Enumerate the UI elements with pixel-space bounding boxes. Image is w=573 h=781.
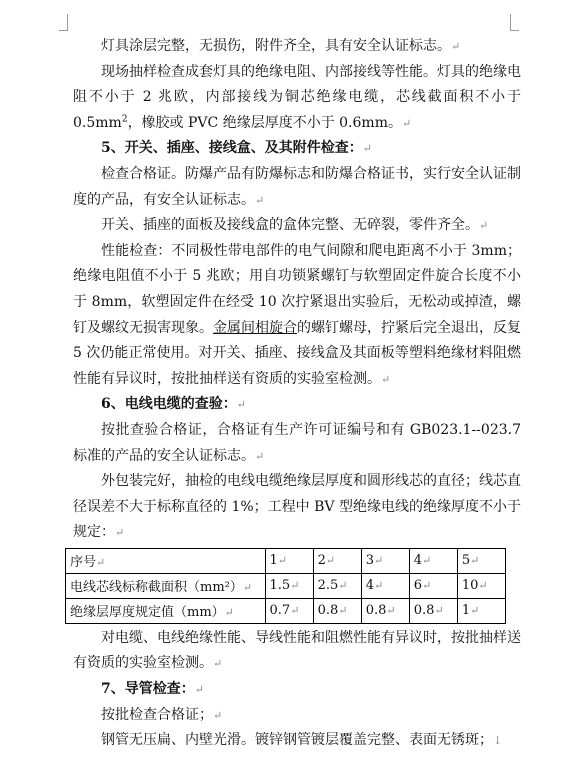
section-heading: 5、开关、插座、接线盒、及其附件检查：↵ — [101, 140, 372, 157]
superscript: 2 — [121, 114, 128, 125]
paragraph-mark-icon: ↵ — [381, 372, 391, 386]
table-cell[interactable]: 1↵ — [457, 598, 505, 623]
paragraph-mark-icon: ↵ — [401, 116, 412, 130]
paragraph: 按批检查合格证；↵ — [101, 706, 223, 723]
paragraph-mark-icon: ↵ — [255, 193, 265, 207]
insulation-thickness-table — [65, 548, 506, 624]
table-cell[interactable]: 6↵ — [409, 573, 457, 598]
paragraph: 按批查验合格证，合格证有生产许可证编号和有 GB023.1--023.7 标准的产品的安全认证标志。↵ — [73, 421, 521, 464]
table-cell[interactable]: 序号↵ — [66, 548, 266, 573]
cell-mark-icon: ↵ — [290, 604, 300, 618]
margin-corner-mark-left — [59, 14, 68, 31]
paragraph: 钢管无压扁、内壁光滑。镀锌钢管镀层覆盖完整、表面无锈斑；↓ — [101, 732, 503, 749]
table-cell[interactable]: 0.8↵ — [313, 598, 361, 623]
line-break-mark-icon: ↓ — [493, 734, 503, 748]
cell-mark-icon: ↵ — [386, 604, 396, 618]
paragraph-mark-icon: ↵ — [213, 708, 223, 722]
paragraph: 外包装完好，抽检的电线电缆绝缘层厚度和圆形线芯的直径；线芯直径误差不大于标称直径的 1%；工程中 BV 型绝缘电线的绝缘厚度不小于规定：↵ — [73, 473, 521, 541]
table-cell[interactable]: 2↵ — [313, 548, 361, 573]
paragraph-mark-icon: ↵ — [451, 40, 461, 53]
cell-mark-icon: ↵ — [96, 556, 106, 570]
paragraph-mark-icon: ↵ — [194, 683, 204, 697]
paragraph-mark-icon: ↵ — [479, 219, 489, 233]
paragraph: 现场抽样检查成套灯具的绝缘电阻、内部接线等性能。灯具的绝缘电阻不小于 2 兆欧，内部接线为铜芯绝缘电缆，芯线截面积不小于 $0.5mm^2$，橡胶或 PVC 绝缘层厚度不小于 0.6mm。↵ — [73, 63, 521, 131]
table-row — [66, 598, 506, 623]
table-cell[interactable]: 电线芯线标称截面积（mm²）↵ — [66, 573, 266, 598]
cell-mark-icon: ↵ — [277, 554, 288, 568]
table-cell[interactable]: 0.8↵ — [361, 598, 409, 623]
table-cell[interactable]: 2.5↵ — [313, 573, 361, 598]
underlined-text: 金属间相旋合 — [213, 319, 297, 336]
cell-mark-icon: ↵ — [224, 606, 234, 620]
cell-mark-icon: ↵ — [470, 554, 480, 568]
cell-mark-icon: ↵ — [242, 581, 253, 595]
table-cell[interactable]: 1↵ — [265, 548, 313, 573]
paragraph-mark-icon: ↵ — [213, 657, 223, 671]
table-cell[interactable]: 3↵ — [361, 548, 409, 573]
paragraph-mark-icon: ↵ — [236, 398, 246, 412]
paragraph: 开关、插座的面板及接线盒的盒体完整、无碎裂，零件齐全。↵ — [101, 217, 489, 234]
cell-mark-icon: ↵ — [478, 579, 488, 593]
paragraph: 对电缆、电线绝缘性能、导线性能和阻燃性能有异议时，按批抽样送有资质的实验室检测。↵ — [73, 629, 521, 672]
paragraph: 检查合格证。防爆产品有防爆标志和防爆合格证书，实行安全认证制度的产品，有安全认证标志。↵ — [73, 165, 521, 208]
cell-mark-icon: ↵ — [373, 579, 384, 593]
table-row — [66, 548, 506, 573]
table-cell[interactable]: 0.8↵ — [409, 598, 457, 623]
cell-mark-icon: ↵ — [338, 579, 348, 593]
paragraph-mark-icon: ↵ — [362, 142, 372, 156]
cell-mark-icon: ↵ — [373, 554, 384, 568]
cell-mark-icon: ↵ — [422, 579, 432, 593]
cell-mark-icon: ↵ — [338, 604, 348, 618]
paragraph: 性能检查：不同极性带电部件的电气间隙和爬电距离不小于 3mm；绝缘电阻值不小于 5 兆欧；用自功锁紧螺钉与软塑固定件旋合长度不小于 8mm，软塑固定件在经受 10 次拧紧退出实验后，无松动或掉渣，螺钉及螺纹无损害现象。金属间相旋合的螺钉螺母，拧紧后完全退出，反复 5 次仍能正常使用。对开关、插座、接线盒及其面板等塑料绝缘材料阻燃性能有异议时，按批抽样送有资质的实验室检测。↵ — [73, 242, 521, 387]
document-body[interactable] — [70, 34, 521, 754]
table-cell[interactable]: 4↵ — [361, 573, 409, 598]
section-heading: 6、电线电缆的查验：↵ — [101, 396, 246, 413]
table-cell[interactable]: 4↵ — [409, 548, 457, 573]
paragraph-mark-icon: ↵ — [115, 526, 125, 540]
paragraph: 灯具涂层完整，无损伤，附件齐全，具有安全认证标志。↵ — [101, 38, 461, 54]
cell-mark-icon: ↵ — [470, 604, 480, 618]
margin-corner-mark-right — [510, 14, 519, 31]
table-cell[interactable]: 1.5↵ — [265, 573, 313, 598]
table-cell[interactable]: 绝缘层厚度规定值（mm）↵ — [66, 598, 266, 623]
table-cell[interactable]: 5↵ — [457, 548, 505, 573]
table-cell[interactable]: 0.7↵ — [265, 598, 313, 623]
table-row — [66, 573, 506, 598]
cell-mark-icon: ↵ — [434, 604, 444, 618]
cell-mark-icon: ↵ — [422, 554, 432, 568]
table-cell[interactable]: 10↵ — [457, 573, 505, 598]
cell-mark-icon: ↵ — [290, 579, 300, 593]
paragraph-mark-icon: ↵ — [255, 449, 265, 463]
section-heading: 7、导管检查：↵ — [101, 681, 204, 698]
cell-mark-icon: ↵ — [325, 554, 336, 568]
